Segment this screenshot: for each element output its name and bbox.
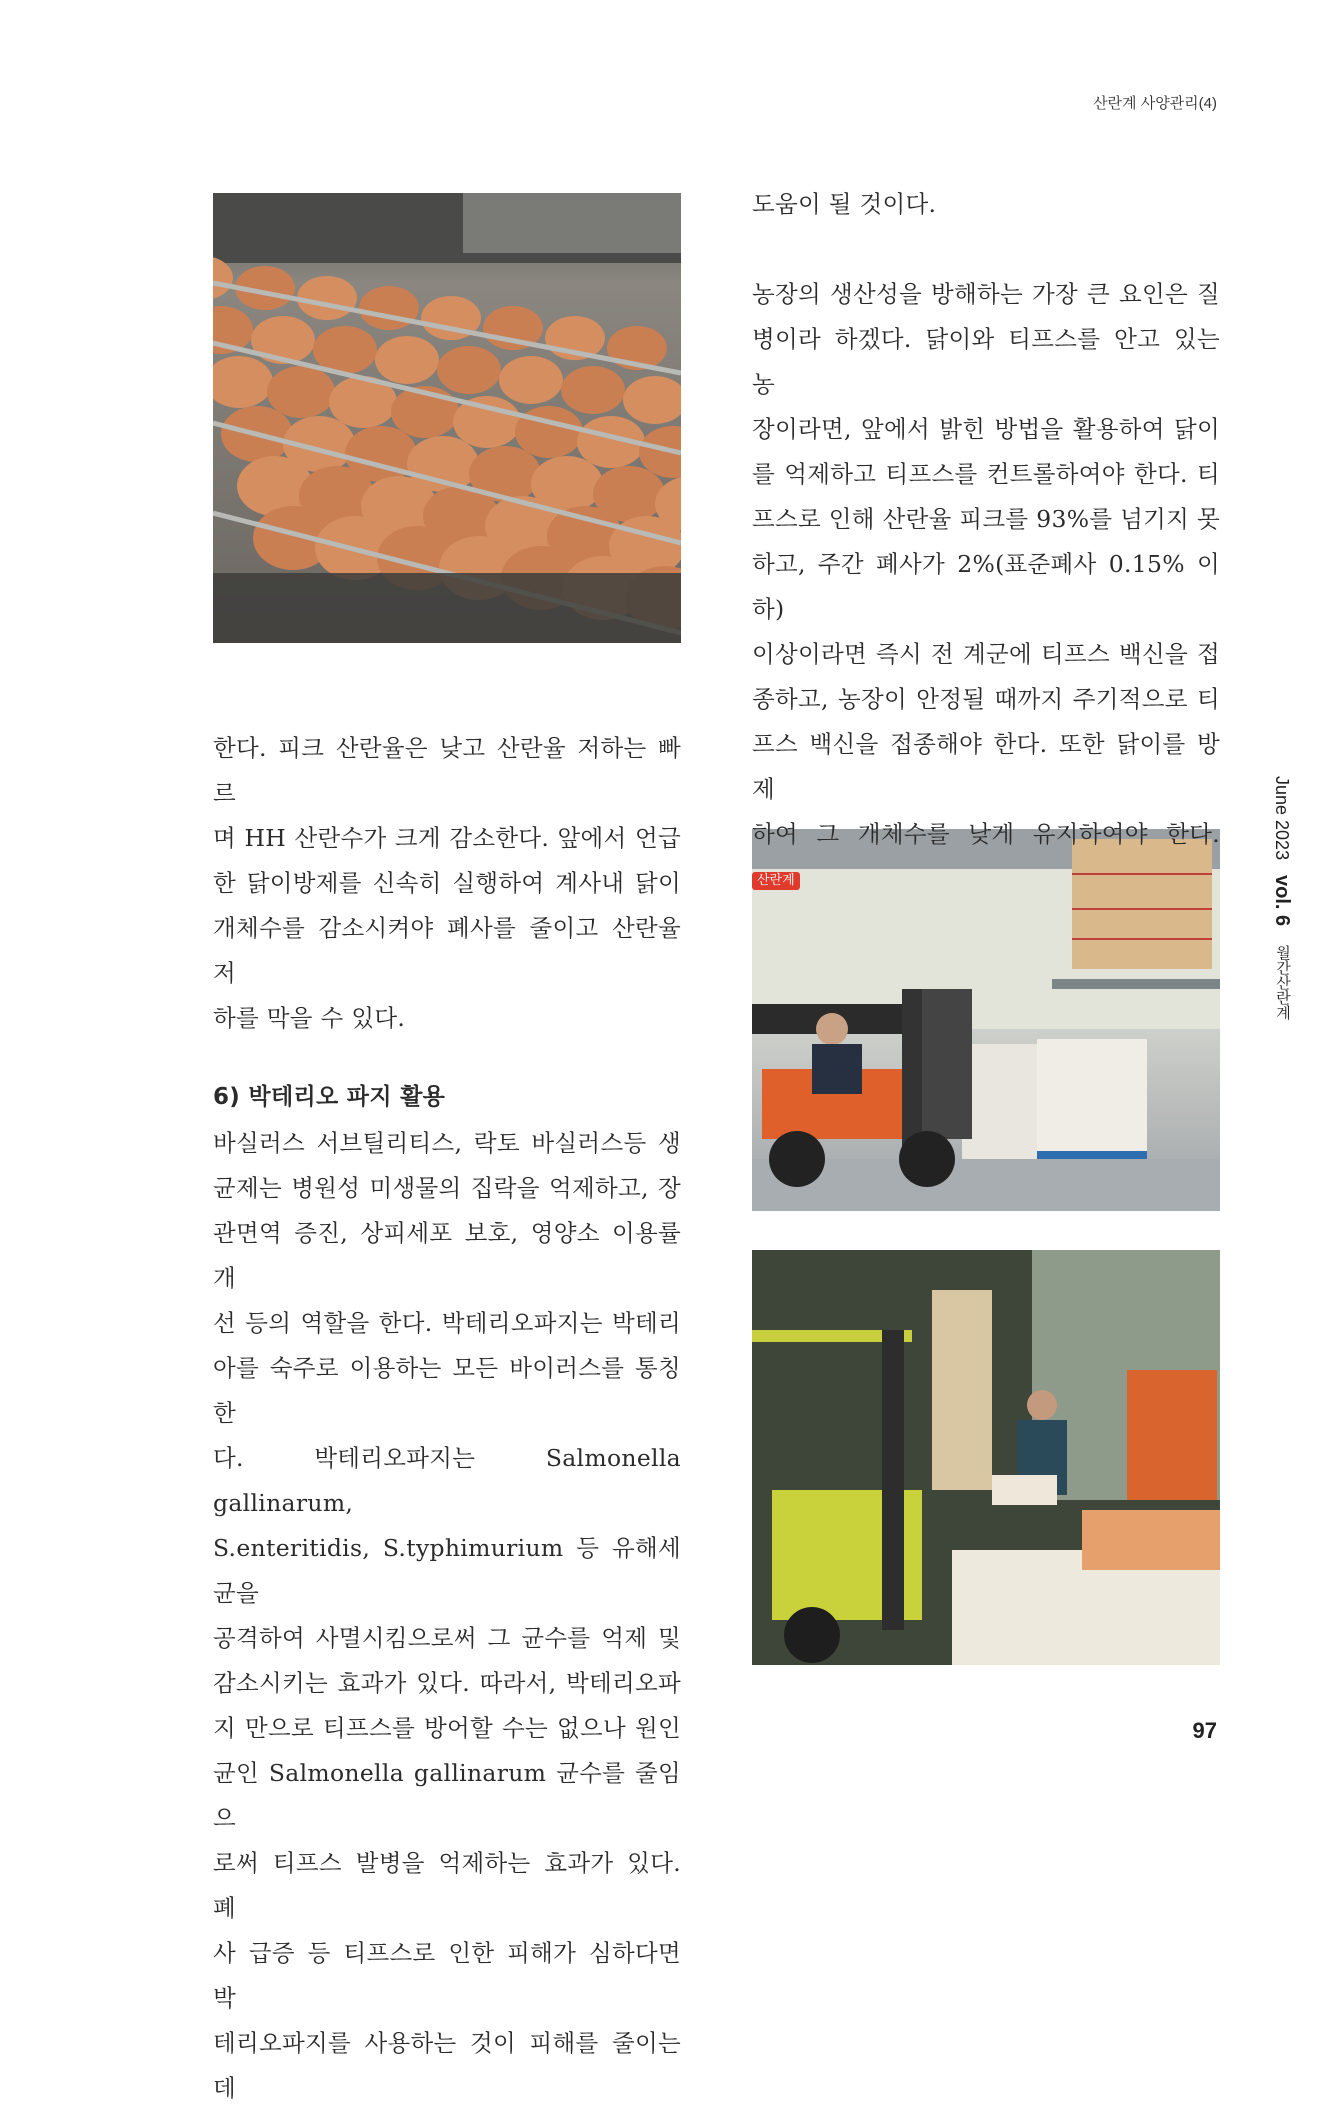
magazine-name: 월간산란계 [1274, 945, 1291, 1021]
egg-warehouse-photo [752, 1250, 1220, 1665]
text-line: 테리오파지를 사용하는 것이 피해를 줄이는데 [213, 2029, 681, 2102]
text-line: 농장의 생산성을 방해하는 가장 큰 요인은 질 [752, 280, 1220, 308]
text-line: 프스 백신을 접종해야 한다. 또한 닭이를 방제 [752, 730, 1220, 803]
text-line: 공격하여 사멸시킴으로써 그 균수를 억제 및 [213, 1624, 681, 1652]
text-line: 균제는 병원성 미생물의 집락을 억제하고, 장 [213, 1174, 681, 1202]
egg-shape [623, 376, 681, 424]
text-line: 바실러스 서브틸리티스, 락토 바실러스등 생 [213, 1129, 681, 1157]
egg-shape [251, 316, 315, 364]
running-title: 산란계 사양관리(4) [1093, 95, 1217, 112]
text-line: 다. 박테리오파지는 Salmonella gallinarum, [213, 1444, 681, 1517]
egg-shape [437, 346, 501, 394]
volume-number: vol. 6 [1271, 875, 1293, 927]
text-line: 를 억제하고 티프스를 컨트롤하여야 한다. 티 [752, 460, 1220, 488]
text-line: 사 급증 등 티프스로 인한 피해가 심하다면 박 [213, 1939, 681, 2012]
egg-shape [297, 276, 357, 320]
text-line: 한 닭이방제를 신속히 실행하여 계사내 닭이 [213, 869, 681, 897]
text-line: 장이라면, 앞에서 밝힌 방법을 활용하여 닭이 [752, 415, 1220, 443]
text-line: 개체수를 감소시켜야 폐사를 줄이고 산란율 저 [213, 914, 681, 987]
section-heading: 6) 박테리오 파지 활용 [213, 1084, 446, 1110]
egg-shape [499, 356, 563, 404]
continuation-paragraph: 도움이 될 것이다. [752, 190, 937, 218]
text-line: 종하고, 농장이 안정될 때까지 주기적으로 티 [752, 685, 1220, 713]
text-line: 지 만으로 티프스를 방어할 수는 없으나 원인 [213, 1714, 681, 1742]
end-mark-badge: 산란계 [752, 872, 800, 890]
egg-conveyor-photo [213, 193, 681, 643]
bacteriophage-paragraph [213, 1121, 681, 2111]
text-line: 선 등의 역할을 한다. 박테리오파지는 박테리 [213, 1309, 681, 1337]
text-line: 균인 Salmonella gallinarum 균수를 줄임으 [213, 1759, 681, 1832]
text-line: 아를 숙주로 이용하는 모든 바이러스를 통칭한 [213, 1354, 681, 1427]
text-line: 병이라 하겠다. 닭이와 티프스를 안고 있는 농 [752, 325, 1220, 398]
text-line: 하를 막을 수 있다. [213, 1004, 406, 1032]
page-number: 97 [1192, 1718, 1217, 1743]
egg-shape [515, 406, 583, 458]
egg-shape [375, 336, 439, 384]
text-line: 감소시키는 효과가 있다. 따라서, 박테리오파 [213, 1669, 681, 1697]
egg-shape [561, 366, 625, 414]
issue-sidebar [1270, 776, 1293, 1020]
text-line: 로써 티프스 발병을 억제하는 효과가 있다. 폐 [213, 1849, 681, 1922]
text-line: 이상이라면 즉시 전 계군에 티프스 백신을 접 [752, 640, 1220, 668]
issue-date: June 2023 [1272, 776, 1292, 861]
text-line: 한다. 피크 산란율은 낮고 산란율 저하는 빠르 [213, 734, 681, 807]
egg-shape [267, 366, 335, 418]
right-text-column [752, 182, 1220, 902]
text-line: 며 HH 산란수가 크게 감소한다. 앞에서 언급 [213, 824, 681, 852]
left-text-column [213, 726, 681, 2111]
egg-shape [213, 356, 273, 408]
mite-control-paragraph [213, 726, 681, 1041]
text-line: 관면역 증진, 상피세포 보호, 영양소 이용률 개 [213, 1219, 681, 1292]
text-line: 하고, 주간 폐사가 2%(표준폐사 0.15% 이하) [752, 550, 1220, 623]
farm-productivity-paragraph [752, 272, 1220, 902]
text-line: S.enteritidis, S.typhimurium 등 유해세균을 [213, 1534, 681, 1607]
text-line: 프스로 인해 산란율 피크를 93%를 넘기지 못 [752, 505, 1220, 533]
text-line: 하여 그 개체수를 낮게 유지하여야 한다. 산란계 [752, 820, 1220, 888]
